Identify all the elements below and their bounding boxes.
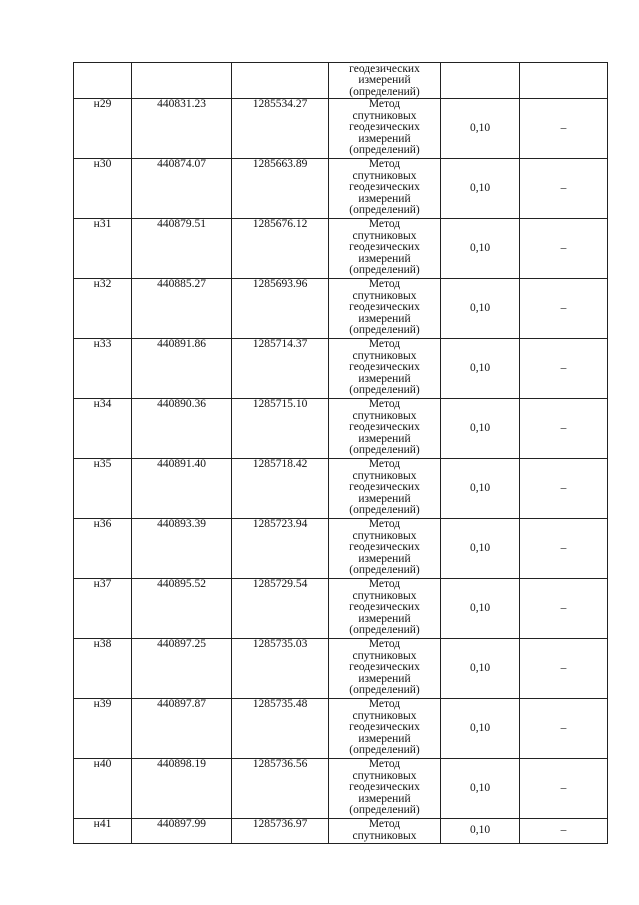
method-line: спутниковых	[352, 529, 417, 542]
method-line: Метод	[368, 758, 401, 770]
accuracy-value: 0,10	[441, 159, 520, 219]
method-cell	[329, 639, 441, 699]
method-line: (определений)	[349, 204, 420, 216]
method-cell	[329, 219, 441, 279]
method-line: геодезических	[349, 661, 420, 673]
note-value: –	[520, 639, 608, 699]
method-line: спутниковых	[352, 589, 417, 602]
coordinate-x: 440897.25	[132, 639, 232, 699]
method-line: измерений	[358, 372, 411, 385]
method-line: Метод	[368, 638, 401, 650]
table-row	[74, 459, 608, 519]
method-cell	[329, 459, 441, 519]
point-name: н38	[74, 639, 132, 699]
table-row	[74, 579, 608, 639]
method-line: Метод	[368, 578, 401, 590]
table-row	[74, 279, 608, 339]
method-cell	[329, 63, 441, 99]
method-line: (определений)	[349, 85, 420, 98]
method-line: геодезических	[349, 541, 420, 553]
note-value: –	[520, 159, 608, 219]
accuracy-value: 0,10	[441, 759, 520, 819]
method-line: геодезических	[349, 361, 420, 373]
coordinate-x: 440893.39	[132, 519, 232, 579]
table-row	[74, 99, 608, 159]
method-line: измерений	[358, 732, 411, 745]
method-line: измерений	[358, 792, 411, 805]
method-line: спутниковых	[352, 709, 417, 722]
coordinate-y: 1285723.94	[232, 519, 329, 579]
accuracy-value: 0,10	[441, 699, 520, 759]
method-line: измерений	[358, 492, 411, 505]
method-line: измерений	[358, 312, 411, 325]
method-cell	[329, 99, 441, 159]
method-line: Метод	[368, 518, 401, 530]
method-line: (определений)	[349, 324, 420, 336]
method-cell	[329, 279, 441, 339]
method-line: спутниковых	[352, 109, 417, 122]
accuracy-value: 0,10	[441, 579, 520, 639]
coordinate-x: 440874.07	[132, 159, 232, 219]
method-line: геодезических	[349, 241, 420, 253]
coordinate-x: 440891.40	[132, 459, 232, 519]
method-line: геодезических	[349, 301, 420, 313]
method-line: измерений	[358, 252, 411, 265]
point-name: н37	[74, 579, 132, 639]
table-row	[74, 819, 608, 844]
note-cell	[520, 63, 608, 99]
note-value: –	[520, 219, 608, 279]
coordinate-y: 1285736.56	[232, 759, 329, 819]
method-line: измерений	[358, 192, 411, 205]
point-name: н40	[74, 759, 132, 819]
method-line: измерений	[358, 132, 411, 145]
method-line: (определений)	[349, 384, 420, 396]
accuracy-value: 0,10	[441, 639, 520, 699]
method-line: (определений)	[349, 744, 420, 756]
point-name: н32	[74, 279, 132, 339]
point-cell	[74, 63, 132, 99]
coordinate-x: 440831.23	[132, 99, 232, 159]
accuracy-value: 0,10	[441, 399, 520, 459]
table-row	[74, 219, 608, 279]
method-line: геодезических	[349, 121, 420, 133]
table-row	[74, 339, 608, 399]
point-name: н34	[74, 399, 132, 459]
method-line: (определений)	[349, 264, 420, 276]
method-line: (определений)	[349, 804, 420, 816]
point-name: н33	[74, 339, 132, 399]
method-line: спутниковых	[352, 289, 417, 302]
coordinate-x: 440897.87	[132, 699, 232, 759]
point-name: н29	[74, 99, 132, 159]
coordinates-table-body	[74, 63, 608, 844]
coordinate-y: 1285676.12	[232, 219, 329, 279]
method-line: геодезических	[349, 181, 420, 193]
method-cell	[329, 759, 441, 819]
accuracy-value: 0,10	[441, 99, 520, 159]
method-line: Метод	[368, 98, 401, 110]
point-name: н39	[74, 699, 132, 759]
method-line: (определений)	[349, 624, 420, 636]
method-line: (определений)	[349, 504, 420, 516]
method-line: Метод	[368, 338, 401, 350]
coordinate-y: 1285735.48	[232, 699, 329, 759]
method-line: спутниковых	[352, 469, 417, 482]
table-row	[74, 519, 608, 579]
coordinate-y: 1285693.96	[232, 279, 329, 339]
coordinate-y: 1285735.03	[232, 639, 329, 699]
coordinate-y: 1285714.37	[232, 339, 329, 399]
accuracy-value: 0,10	[441, 279, 520, 339]
method-cell	[329, 399, 441, 459]
method-cell	[329, 699, 441, 759]
method-line: геодезических	[349, 721, 420, 733]
method-line: (определений)	[349, 144, 420, 156]
method-cell	[329, 339, 441, 399]
coordinate-x: 440895.52	[132, 579, 232, 639]
method-line: геодезических	[349, 481, 420, 493]
method-line: измерений	[358, 552, 411, 565]
coordinate-x: 440898.19	[132, 759, 232, 819]
note-value: –	[520, 279, 608, 339]
method-line: Метод	[368, 818, 401, 830]
point-name: н36	[74, 519, 132, 579]
note-value: –	[520, 99, 608, 159]
table-row-continued	[74, 63, 608, 99]
coordinate-y: 1285718.42	[232, 459, 329, 519]
accuracy-value: 0,10	[441, 339, 520, 399]
method-line: спутниковых	[352, 649, 417, 662]
table-row	[74, 759, 608, 819]
table-row	[74, 699, 608, 759]
table-row	[74, 399, 608, 459]
note-value: –	[520, 699, 608, 759]
note-value: –	[520, 579, 608, 639]
method-line: Метод	[368, 218, 401, 230]
method-line: измерений	[358, 74, 411, 86]
accuracy-value: 0,10	[441, 519, 520, 579]
coordinate-y: 1285663.89	[232, 159, 329, 219]
coordinate-x: 440890.36	[132, 399, 232, 459]
method-line: Метод	[368, 278, 401, 290]
method-line: спутниковых	[352, 229, 417, 242]
method-line: измерений	[358, 672, 411, 685]
note-value: –	[520, 399, 608, 459]
method-cell	[329, 579, 441, 639]
method-line: измерений	[358, 432, 411, 445]
method-line: Метод	[368, 158, 401, 170]
note-value: –	[520, 819, 608, 844]
note-value: –	[520, 459, 608, 519]
method-line: (определений)	[349, 564, 420, 576]
point-name: н35	[74, 459, 132, 519]
accuracy-cell	[441, 63, 520, 99]
method-line: геодезических	[349, 421, 420, 433]
point-name: н41	[74, 819, 132, 844]
accuracy-value: 0,10	[441, 459, 520, 519]
accuracy-value: 0,10	[441, 219, 520, 279]
table-row	[74, 159, 608, 219]
method-line: измерений	[358, 612, 411, 625]
method-line: (определений)	[349, 684, 420, 696]
method-line: геодезических	[349, 62, 420, 75]
method-line: спутниковых	[352, 349, 417, 362]
method-line: Метод	[368, 698, 401, 710]
note-value: –	[520, 339, 608, 399]
method-line: Метод	[368, 458, 401, 470]
note-value: –	[520, 519, 608, 579]
method-line: спутниковых	[352, 769, 417, 782]
x-cell	[132, 63, 232, 99]
method-line: (определений)	[349, 444, 420, 456]
coordinate-y: 1285729.54	[232, 579, 329, 639]
method-cell	[329, 819, 441, 844]
coordinate-x: 440891.86	[132, 339, 232, 399]
method-line: геодезических	[349, 781, 420, 793]
accuracy-value: 0,10	[441, 819, 520, 844]
coordinate-x: 440897.99	[132, 819, 232, 844]
coordinate-x: 440879.51	[132, 219, 232, 279]
table-row	[74, 639, 608, 699]
coordinate-y: 1285736.97	[232, 819, 329, 844]
method-line: геодезических	[349, 601, 420, 613]
point-name: н31	[74, 219, 132, 279]
coordinates-table	[73, 62, 608, 844]
method-cell	[329, 159, 441, 219]
method-line: спутниковых	[352, 409, 417, 422]
coordinate-y: 1285715.10	[232, 399, 329, 459]
method-line: спутниковых	[352, 829, 417, 842]
note-value: –	[520, 759, 608, 819]
coordinate-x: 440885.27	[132, 279, 232, 339]
method-line: Метод	[368, 398, 401, 410]
method-line: спутниковых	[352, 169, 417, 182]
method-cell	[329, 519, 441, 579]
point-name: н30	[74, 159, 132, 219]
coordinate-y: 1285534.27	[232, 99, 329, 159]
y-cell	[232, 63, 329, 99]
